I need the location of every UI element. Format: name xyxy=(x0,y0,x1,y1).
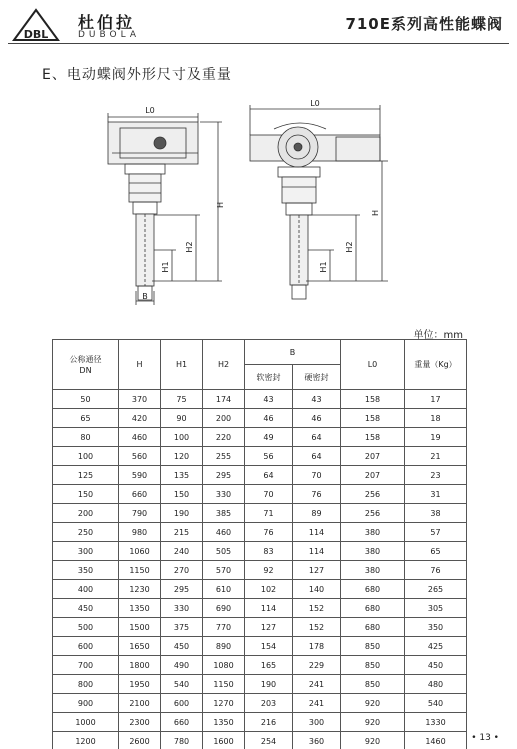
cell-l0: 850 xyxy=(341,675,405,694)
cell-dn: 65 xyxy=(53,409,119,428)
cell-h1: 600 xyxy=(161,694,203,713)
cell-l0: 850 xyxy=(341,656,405,675)
section-title: E、电动蝶阀外形尺寸及重量 xyxy=(42,67,232,83)
header-b: B xyxy=(245,340,341,365)
cell-h2: 610 xyxy=(203,580,245,599)
cell-h2: 1350 xyxy=(203,713,245,732)
cell-b-soft: 102 xyxy=(245,580,293,599)
cell-h1: 190 xyxy=(161,504,203,523)
table-row xyxy=(53,561,467,580)
cell-dn: 1200 xyxy=(53,732,119,749)
header-b-hard: 硬密封 xyxy=(293,365,341,390)
cell-h2: 174 xyxy=(203,390,245,409)
cell-weight: 21 xyxy=(405,447,467,466)
cell-h1: 375 xyxy=(161,618,203,637)
cell-h2: 200 xyxy=(203,409,245,428)
cell-weight: 1460 xyxy=(405,732,467,749)
cell-weight: 19 xyxy=(405,428,467,447)
cell-l0: 380 xyxy=(341,561,405,580)
cell-b-soft: 154 xyxy=(245,637,293,656)
header-h: H xyxy=(119,340,161,390)
cell-weight: 305 xyxy=(405,599,467,618)
cell-b-soft: 43 xyxy=(245,390,293,409)
cell-dn: 150 xyxy=(53,485,119,504)
cell-h1: 490 xyxy=(161,656,203,675)
cell-l0: 850 xyxy=(341,637,405,656)
cell-weight: 1330 xyxy=(405,713,467,732)
cell-weight: 480 xyxy=(405,675,467,694)
cell-dn: 900 xyxy=(53,694,119,713)
cell-dn: 400 xyxy=(53,580,119,599)
page-header-title: 710E系列高性能蝶阀 xyxy=(345,15,503,33)
table-row xyxy=(53,409,467,428)
cell-weight: 450 xyxy=(405,656,467,675)
table-row xyxy=(53,656,467,675)
cell-h2: 295 xyxy=(203,466,245,485)
cell-h2: 330 xyxy=(203,485,245,504)
cell-l0: 920 xyxy=(341,694,405,713)
table-row xyxy=(53,580,467,599)
cell-l0: 680 xyxy=(341,599,405,618)
table-row xyxy=(53,523,467,542)
cell-dn: 125 xyxy=(53,466,119,485)
cell-l0: 256 xyxy=(341,485,405,504)
dimension-weight-table xyxy=(52,339,467,749)
cell-l0: 158 xyxy=(341,409,405,428)
cell-dn: 200 xyxy=(53,504,119,523)
cell-b-soft: 114 xyxy=(245,599,293,618)
cell-weight: 540 xyxy=(405,694,467,713)
cell-h2: 770 xyxy=(203,618,245,637)
cell-b-hard: 43 xyxy=(293,390,341,409)
cell-h2: 385 xyxy=(203,504,245,523)
cell-b-hard: 140 xyxy=(293,580,341,599)
cell-h2: 690 xyxy=(203,599,245,618)
cell-h1: 75 xyxy=(161,390,203,409)
table-row xyxy=(53,466,467,485)
brand-name-cn: 杜伯拉 xyxy=(78,13,136,32)
front-h1-label: H1 xyxy=(161,261,170,273)
cell-dn: 500 xyxy=(53,618,119,637)
cell-dn: 350 xyxy=(53,561,119,580)
cell-h: 660 xyxy=(119,485,161,504)
side-h2-label: H2 xyxy=(345,241,354,253)
cell-dn: 450 xyxy=(53,599,119,618)
cell-l0: 380 xyxy=(341,523,405,542)
cell-weight: 17 xyxy=(405,390,467,409)
cell-l0: 920 xyxy=(341,713,405,732)
dubola-logo-mark xyxy=(12,8,62,42)
header-dn-line2: DN xyxy=(79,365,92,375)
cell-l0: 680 xyxy=(341,618,405,637)
cell-h: 560 xyxy=(119,447,161,466)
cell-b-soft: 127 xyxy=(245,618,293,637)
cell-b-soft: 76 xyxy=(245,523,293,542)
table-row xyxy=(53,447,467,466)
cell-h1: 450 xyxy=(161,637,203,656)
header-h1: H1 xyxy=(161,340,203,390)
cell-h: 1650 xyxy=(119,637,161,656)
cell-b-soft: 70 xyxy=(245,485,293,504)
unit-label: 单位：mm xyxy=(413,330,463,341)
side-l0-label: L0 xyxy=(310,99,320,108)
cell-b-hard: 300 xyxy=(293,713,341,732)
cell-b-hard: 127 xyxy=(293,561,341,580)
table-row xyxy=(53,713,467,732)
cell-b-hard: 64 xyxy=(293,447,341,466)
cell-l0: 158 xyxy=(341,390,405,409)
cell-h2: 255 xyxy=(203,447,245,466)
cell-h2: 1080 xyxy=(203,656,245,675)
brand-logo xyxy=(8,6,178,44)
header-l0: L0 xyxy=(341,340,405,390)
cell-h2: 220 xyxy=(203,428,245,447)
cell-b-hard: 114 xyxy=(293,542,341,561)
cell-b-hard: 241 xyxy=(293,694,341,713)
valve-dimension-drawing xyxy=(0,95,517,320)
cell-h: 1060 xyxy=(119,542,161,561)
table-row xyxy=(53,390,467,409)
cell-h1: 120 xyxy=(161,447,203,466)
cell-h2: 890 xyxy=(203,637,245,656)
cell-h1: 330 xyxy=(161,599,203,618)
cell-dn: 600 xyxy=(53,637,119,656)
cell-h: 370 xyxy=(119,390,161,409)
cell-l0: 920 xyxy=(341,732,405,749)
cell-h1: 660 xyxy=(161,713,203,732)
cell-dn: 1000 xyxy=(53,713,119,732)
cell-l0: 380 xyxy=(341,542,405,561)
cell-weight: 31 xyxy=(405,485,467,504)
cell-h: 420 xyxy=(119,409,161,428)
cell-b-hard: 70 xyxy=(293,466,341,485)
cell-h2: 505 xyxy=(203,542,245,561)
cell-h: 2600 xyxy=(119,732,161,749)
table-row xyxy=(53,428,467,447)
cell-h1: 215 xyxy=(161,523,203,542)
cell-h: 1150 xyxy=(119,561,161,580)
header-weight: 重量（Kg） xyxy=(405,340,467,390)
table-row xyxy=(53,637,467,656)
cell-dn: 800 xyxy=(53,675,119,694)
front-h-label: H xyxy=(216,201,225,209)
cell-dn: 100 xyxy=(53,447,119,466)
cell-h1: 135 xyxy=(161,466,203,485)
cell-b-soft: 64 xyxy=(245,466,293,485)
cell-weight: 38 xyxy=(405,504,467,523)
cell-weight: 18 xyxy=(405,409,467,428)
cell-l0: 256 xyxy=(341,504,405,523)
cell-b-soft: 71 xyxy=(245,504,293,523)
cell-h: 1230 xyxy=(119,580,161,599)
side-h1-label: H1 xyxy=(319,261,328,273)
cell-b-hard: 241 xyxy=(293,675,341,694)
cell-h: 2100 xyxy=(119,694,161,713)
cell-b-soft: 203 xyxy=(245,694,293,713)
header-dn xyxy=(53,340,119,390)
cell-h2: 570 xyxy=(203,561,245,580)
cell-b-hard: 46 xyxy=(293,409,341,428)
cell-h1: 100 xyxy=(161,428,203,447)
cell-h2: 460 xyxy=(203,523,245,542)
cell-b-hard: 229 xyxy=(293,656,341,675)
cell-b-soft: 92 xyxy=(245,561,293,580)
cell-b-soft: 46 xyxy=(245,409,293,428)
cell-b-soft: 83 xyxy=(245,542,293,561)
table-row xyxy=(53,542,467,561)
cell-h1: 295 xyxy=(161,580,203,599)
cell-b-hard: 114 xyxy=(293,523,341,542)
cell-b-hard: 178 xyxy=(293,637,341,656)
front-h2-label: H2 xyxy=(185,241,194,253)
cell-b-hard: 89 xyxy=(293,504,341,523)
cell-h: 1800 xyxy=(119,656,161,675)
cell-h1: 270 xyxy=(161,561,203,580)
cell-h: 1500 xyxy=(119,618,161,637)
cell-dn: 250 xyxy=(53,523,119,542)
header-divider xyxy=(8,43,509,44)
cell-l0: 207 xyxy=(341,447,405,466)
header-b-soft: 软密封 xyxy=(245,365,293,390)
cell-l0: 207 xyxy=(341,466,405,485)
logo-text: DBL xyxy=(23,28,49,41)
cell-h: 460 xyxy=(119,428,161,447)
header-h2: H2 xyxy=(203,340,245,390)
cell-b-hard: 152 xyxy=(293,599,341,618)
cell-h2: 1150 xyxy=(203,675,245,694)
brand-name-en: DUBOLA xyxy=(78,30,140,40)
cell-h1: 150 xyxy=(161,485,203,504)
cell-b-soft: 254 xyxy=(245,732,293,749)
cell-weight: 265 xyxy=(405,580,467,599)
cell-l0: 158 xyxy=(341,428,405,447)
front-view xyxy=(108,113,222,305)
cell-h: 590 xyxy=(119,466,161,485)
page-number: • 13 • xyxy=(471,733,499,743)
cell-b-soft: 190 xyxy=(245,675,293,694)
cell-weight: 65 xyxy=(405,542,467,561)
table-body xyxy=(53,390,467,749)
front-l0-label: L0 xyxy=(145,106,155,115)
cell-b-soft: 56 xyxy=(245,447,293,466)
cell-h1: 240 xyxy=(161,542,203,561)
cell-b-hard: 76 xyxy=(293,485,341,504)
cell-b-hard: 152 xyxy=(293,618,341,637)
cell-h2: 1600 xyxy=(203,732,245,749)
cell-weight: 350 xyxy=(405,618,467,637)
cell-weight: 23 xyxy=(405,466,467,485)
cell-b-soft: 165 xyxy=(245,656,293,675)
cell-b-soft: 49 xyxy=(245,428,293,447)
cell-h: 1350 xyxy=(119,599,161,618)
cell-l0: 680 xyxy=(341,580,405,599)
cell-h2: 1270 xyxy=(203,694,245,713)
table-row xyxy=(53,694,467,713)
cell-h1: 540 xyxy=(161,675,203,694)
table-row xyxy=(53,675,467,694)
cell-b-soft: 216 xyxy=(245,713,293,732)
cell-h1: 780 xyxy=(161,732,203,749)
cell-dn: 50 xyxy=(53,390,119,409)
cell-weight: 76 xyxy=(405,561,467,580)
cell-h: 2300 xyxy=(119,713,161,732)
cell-b-hard: 64 xyxy=(293,428,341,447)
side-h-label: H xyxy=(371,209,380,217)
cell-dn: 700 xyxy=(53,656,119,675)
cell-h1: 90 xyxy=(161,409,203,428)
cell-dn: 80 xyxy=(53,428,119,447)
table-row xyxy=(53,618,467,637)
header-dn-line1: 公称通径 xyxy=(69,354,102,364)
cell-h: 980 xyxy=(119,523,161,542)
cell-h: 1950 xyxy=(119,675,161,694)
cell-h: 790 xyxy=(119,504,161,523)
table-row xyxy=(53,504,467,523)
table-row xyxy=(53,599,467,618)
table-row xyxy=(53,485,467,504)
cell-b-hard: 360 xyxy=(293,732,341,749)
cell-dn: 300 xyxy=(53,542,119,561)
table-row xyxy=(53,732,467,749)
cell-weight: 57 xyxy=(405,523,467,542)
cell-weight: 425 xyxy=(405,637,467,656)
front-b-label: B xyxy=(142,292,148,301)
